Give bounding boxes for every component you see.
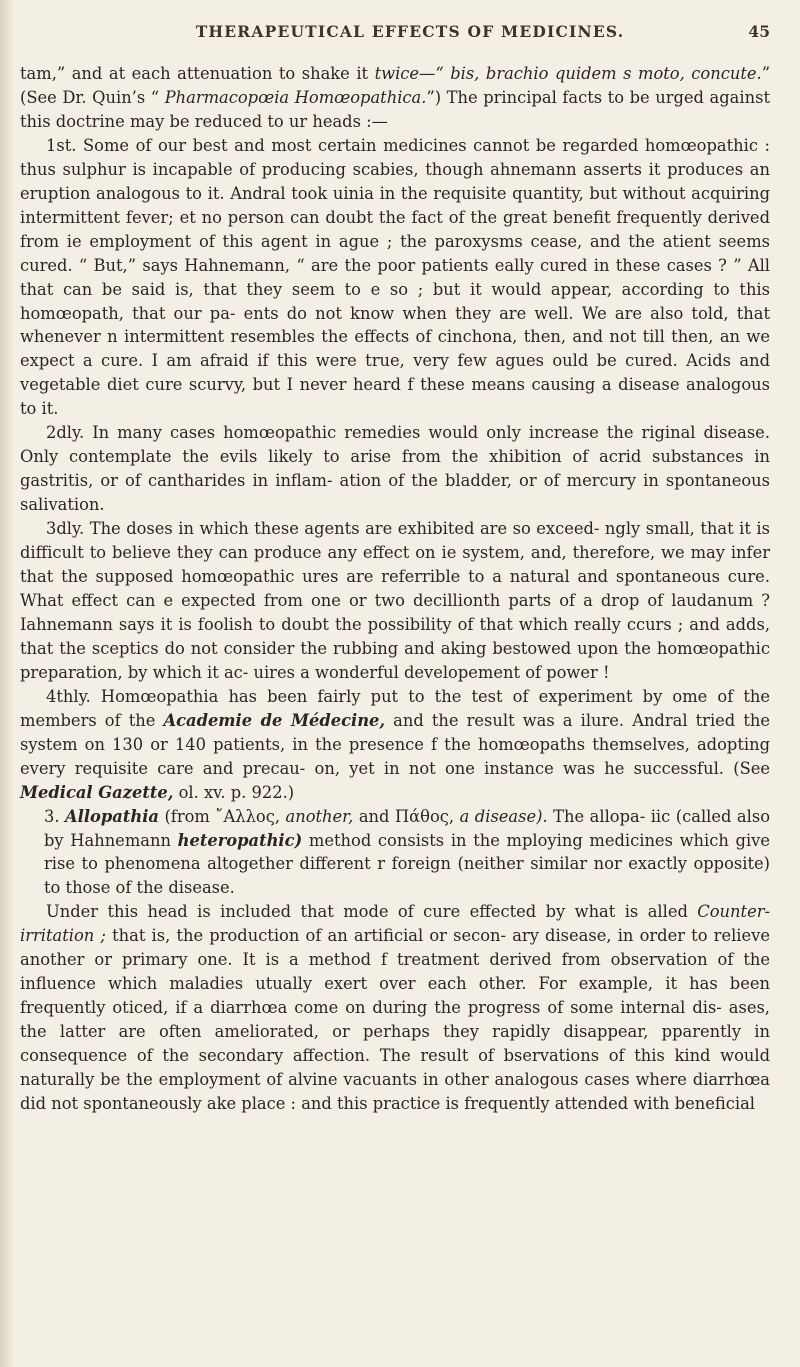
page-number: 45 <box>748 22 770 41</box>
paragraph-continuation: tam,” and at each attenuation to shake it twice—“ bis, brachio quidem s moto, concute.” (See Dr. Quin’s “ Pharmacopœia Homœopathica.”) The principal facts to be urged against this doctrine may be reduced to ur heads :— <box>20 64 771 131</box>
running-header <box>20 22 770 62</box>
paragraph-counter-irritation: Under this head is included that mode of cure effected by what is alled Counter-irritation ; that is, the production of an artificial or secon- ary disease, in order to relieve another or primary one. It is a method f treatment derived from observation of the influence which maladies utually exert over each other. For example, it has been frequently oticed, if a diarrhœa come on during the progress of some internal dis- ases, the latter are often ameliorated, or perhaps they rapidly disappear, pparently in consequence of the secondary affection. The result of bservations of this kind would naturally be the employment of alvine vacuants in other analogous cases where diarrhœa did not spontaneously ake place : and this practice is frequently attended with beneficial <box>20 902 770 1113</box>
page-title: THERAPEUTICAL EFFECTS OF MEDICINES. <box>195 22 625 41</box>
section-allopathia: 3. Allopathia (from ῎Αλλος, another, and Πάθος, a disease). The allopa- iic (called also by Hahnemann heteropathic) method consists in the mploying medicines which give rise to phenomena altogether different r foreign (neither similar nor exactly opposite) to those of the disease. <box>44 806 770 898</box>
paragraph-first: 1st. Some of our best and most certain medicines cannot be regarded homœopathic : thus sulphur is incapable of producing scabies, though ahnemann asserts it produces an eruption analogous to it. Andral took uinia in the requisite quantity, but without acquiring intermittent fever; et no person can doubt the fact of the great benefit frequently derived from ie employment of this agent in ague ; the paroxysms cease, and the atient seems cured. “ But,” says Hahnemann, “ are the poor patients eally cured in these cases ? ” All that can be said is, that they seem to e so ; but it would appear, according to this homœopath, that our pa- ents do not know when they are well. We are also told, that whenever n intermittent resembles the effects of cinchona, then, and not till then, an we expect a cure. I am afraid if this were true, very few agues ould be cured. Acids and vegetable diet cure scurvy, but I never heard f these means causing a disease analogous to it. <box>20 135 770 419</box>
body-text <box>20 62 770 1116</box>
page-gutter-shadow <box>0 0 14 1367</box>
paragraph-third: 3dly. The doses in which these agents are exhibited are so exceed- ngly small, that it is difficult to believe they can produce any effect on ie system, and, therefore, we may infer that the supposed homœopathic ures are referrible to a natural and spontaneous cure. What effect can e expected from one or two decillionth parts of a drop of laudanum ? Iahnemann says it is foolish to doubt the possibility of that which really ccurs ; and adds, that the sceptics do not consider the rubbing and aking bestowed upon the homœopathic preparation, by which it ac- uires a wonderful developement of power ! <box>20 519 770 682</box>
paragraph-second: 2dly. In many cases homœopathic remedies would only increase the riginal disease. Only contemplate the evils likely to arise from the xhibition of acrid substances in gastritis, or of cantharides in inflam- ation of the bladder, or of mercury in spontaneous salivation. <box>20 423 770 515</box>
paragraph-fourth: 4thly. Homœopathia has been fairly put to the test of experiment by ome of the members of the Academie de Médecine, and the result was a ilure. Andral tried the system on 130 or 140 patients, in the presence f the homœopaths themselves, adopting every requisite care and precau- on, yet in not one instance was he successful. (See Medical Gazette, ol. xv. p. 922.) <box>20 686 770 802</box>
